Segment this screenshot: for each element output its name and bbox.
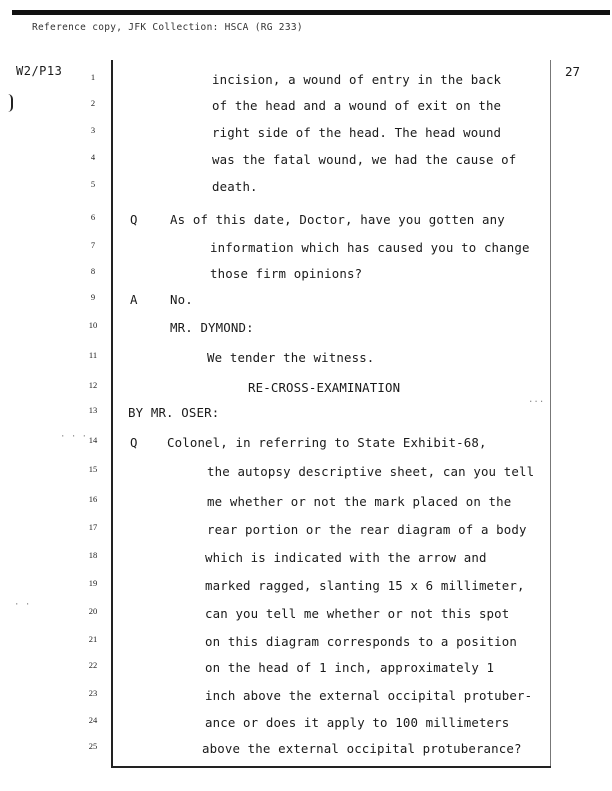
line-number: 3 <box>90 125 96 135</box>
line-number: 20 <box>88 606 98 616</box>
line-number: 15 <box>88 464 98 474</box>
line-number: 10 <box>88 320 98 330</box>
line-text: Colonel, in referring to State Exhibit-68, <box>167 435 487 450</box>
left-margin-rule <box>111 60 113 766</box>
scan-speckle: · · <box>14 600 31 610</box>
line-number: 11 <box>88 350 98 360</box>
line-number: 16 <box>88 494 98 504</box>
line-text: on this diagram corresponds to a position <box>205 634 518 649</box>
section-heading: RE-CROSS-EXAMINATION <box>248 380 401 395</box>
line-text: right side of the head. The head wound <box>212 125 502 140</box>
line-number: 7 <box>90 240 96 250</box>
line-number: 8 <box>90 266 96 276</box>
line-text: ance or does it apply to 100 millimeters <box>205 715 510 730</box>
line-text: on the head of 1 inch, approximately 1 <box>205 660 495 675</box>
qa-marker: A <box>130 292 138 307</box>
line-text: marked ragged, slanting 15 x 6 millimeter, <box>205 578 525 593</box>
scan-speckle: ... <box>528 395 545 405</box>
line-text: was the fatal wound, we had the cause of <box>212 152 517 167</box>
line-text: incision, a wound of entry in the back <box>212 72 502 87</box>
page-id: W2/P13 <box>16 64 63 78</box>
line-text: rear portion or the rear diagram of a body <box>207 522 527 537</box>
line-text: No. <box>170 292 193 307</box>
line-text: We tender the witness. <box>207 350 375 365</box>
line-text: those firm opinions? <box>210 266 363 281</box>
margin-mark <box>8 94 13 112</box>
line-number: 25 <box>88 741 98 751</box>
line-number: 12 <box>88 380 98 390</box>
line-text: above the external occipital protuberance? <box>202 741 522 756</box>
line-text: inch above the external occipital protuber- <box>205 688 533 703</box>
line-text: death. <box>212 179 258 194</box>
qa-marker: Q <box>130 212 138 227</box>
line-number: 1 <box>90 72 96 82</box>
line-number: 5 <box>90 179 96 189</box>
examiner-label: BY MR. OSER: <box>128 405 220 420</box>
line-number: 18 <box>88 550 98 560</box>
line-number: 4 <box>90 152 96 162</box>
line-number: 21 <box>88 634 98 644</box>
line-text: the autopsy descriptive sheet, can you tell <box>207 464 535 479</box>
line-number: 14 <box>88 435 98 445</box>
top-border-rule <box>12 10 610 15</box>
line-number: 13 <box>88 405 98 415</box>
line-text: me whether or not the mark placed on the <box>207 494 512 509</box>
line-text: can you tell me whether or not this spot <box>205 606 510 621</box>
qa-marker: Q <box>130 435 138 450</box>
scan-speckle: · · · <box>60 432 88 442</box>
line-number: 17 <box>88 522 98 532</box>
page-number: 27 <box>565 64 581 79</box>
speaker-label: MR. DYMOND: <box>170 320 254 335</box>
line-number: 23 <box>88 688 98 698</box>
line-number: 22 <box>88 660 98 670</box>
line-number: 19 <box>88 578 98 588</box>
bottom-rule <box>111 766 551 768</box>
line-text: information which has caused you to change <box>210 240 530 255</box>
reference-header: Reference copy, JFK Collection: HSCA (RG 233) <box>32 22 303 33</box>
line-text: of the head and a wound of exit on the <box>212 98 502 113</box>
right-margin-rule <box>550 60 551 766</box>
line-number: 2 <box>90 98 96 108</box>
line-text: which is indicated with the arrow and <box>205 550 487 565</box>
line-number: 6 <box>90 212 96 222</box>
line-text: As of this date, Doctor, have you gotten any <box>170 212 505 227</box>
line-number: 24 <box>88 715 98 725</box>
line-number: 9 <box>90 292 96 302</box>
